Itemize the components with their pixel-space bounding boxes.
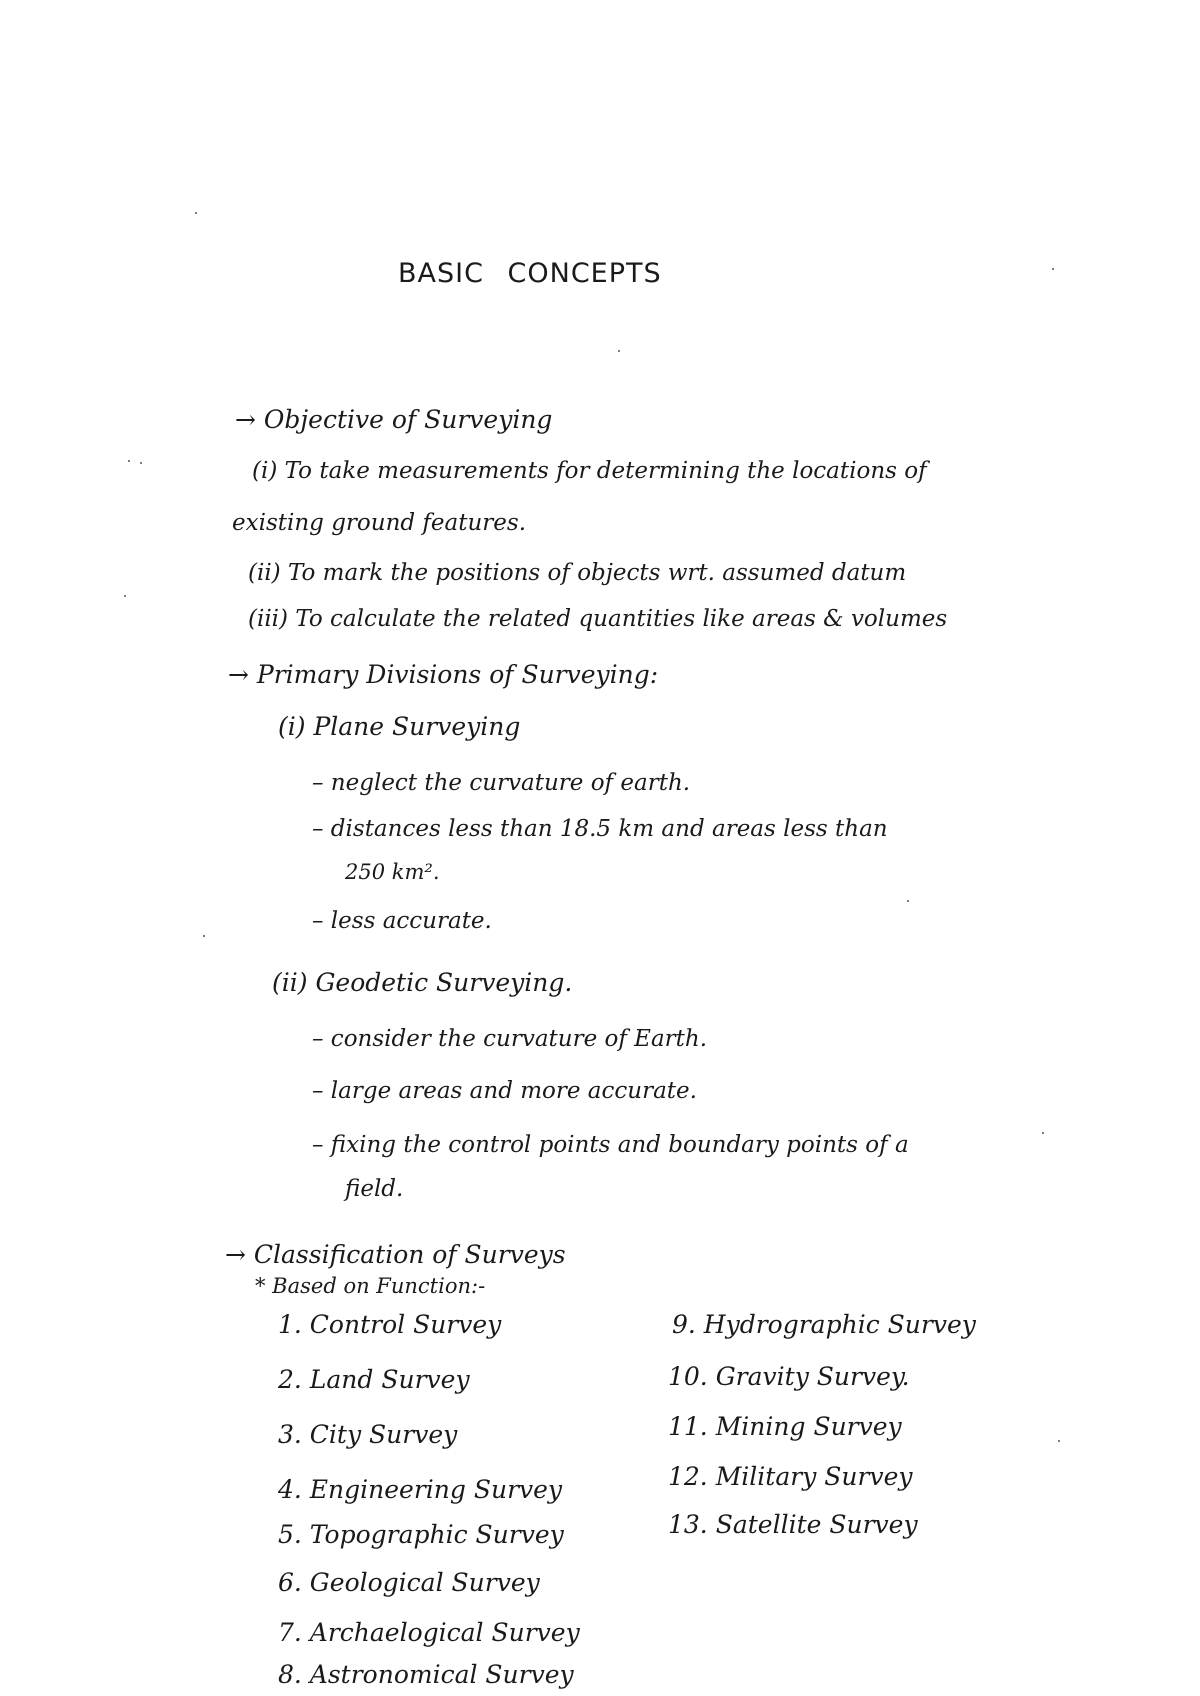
scan-speck — [618, 350, 620, 352]
plane-surveying-label: (i) Plane Surveying — [278, 712, 521, 741]
list-item: 1. Control Survey — [278, 1310, 502, 1339]
plane-point-1: – neglect the curvature of earth. — [312, 770, 691, 796]
plane-point-2-cont: 250 km². — [345, 860, 440, 884]
scan-speck — [124, 595, 126, 597]
geodetic-surveying-label: (ii) Geodetic Surveying. — [272, 968, 573, 997]
list-item: 5. Topographic Survey — [278, 1520, 564, 1549]
objective-line-1: (i) To take measurements for determining the locations of — [252, 458, 927, 484]
scan-speck — [203, 935, 205, 937]
geodetic-point-1: – consider the curvature of Earth. — [312, 1026, 708, 1052]
list-item: 9. Hydrographic Survey — [672, 1310, 976, 1339]
objective-line-4: (iii) To calculate the related quantities like areas & volumes — [248, 606, 948, 632]
plane-point-3: – less accurate. — [312, 908, 492, 934]
plane-point-2: – distances less than 18.5 km and areas less than — [312, 816, 888, 842]
scan-speck — [1058, 1440, 1060, 1442]
scan-speck — [1042, 1132, 1044, 1134]
list-item: 7. Archaelogical Survey — [278, 1618, 580, 1647]
list-item: 13. Satellite Survey — [668, 1510, 918, 1539]
list-item: 6. Geological Survey — [278, 1568, 540, 1597]
list-item: 4. Engineering Survey — [278, 1475, 563, 1504]
scan-speck — [140, 462, 142, 464]
objective-heading: → Objective of Surveying — [235, 405, 553, 434]
scan-speck — [195, 212, 197, 214]
geodetic-point-3-cont: field. — [345, 1176, 404, 1202]
classification-subheading: * Based on Function:- — [255, 1274, 486, 1298]
geodetic-point-3: – fixing the control points and boundary points of a — [312, 1132, 909, 1158]
list-item: 12. Military Survey — [668, 1462, 913, 1491]
list-item: 8. Astronomical Survey — [278, 1660, 574, 1689]
geodetic-point-2: – large areas and more accurate. — [312, 1078, 697, 1104]
classification-heading: → Classification of Surveys — [225, 1240, 566, 1269]
scan-speck — [128, 460, 130, 462]
objective-line-3: (ii) To mark the positions of objects wrt. assumed datum — [248, 560, 907, 586]
objective-line-2: existing ground features. — [232, 510, 527, 536]
primary-heading: → Primary Divisions of Surveying: — [228, 660, 659, 689]
scan-speck — [907, 900, 909, 902]
scan-speck — [1052, 268, 1054, 270]
list-item: 2. Land Survey — [278, 1365, 470, 1394]
list-item: 11. Mining Survey — [668, 1412, 902, 1441]
list-item: 10. Gravity Survey. — [668, 1362, 910, 1391]
page-title: BASIC CONCEPTS — [398, 258, 662, 289]
list-item: 3. City Survey — [278, 1420, 458, 1449]
